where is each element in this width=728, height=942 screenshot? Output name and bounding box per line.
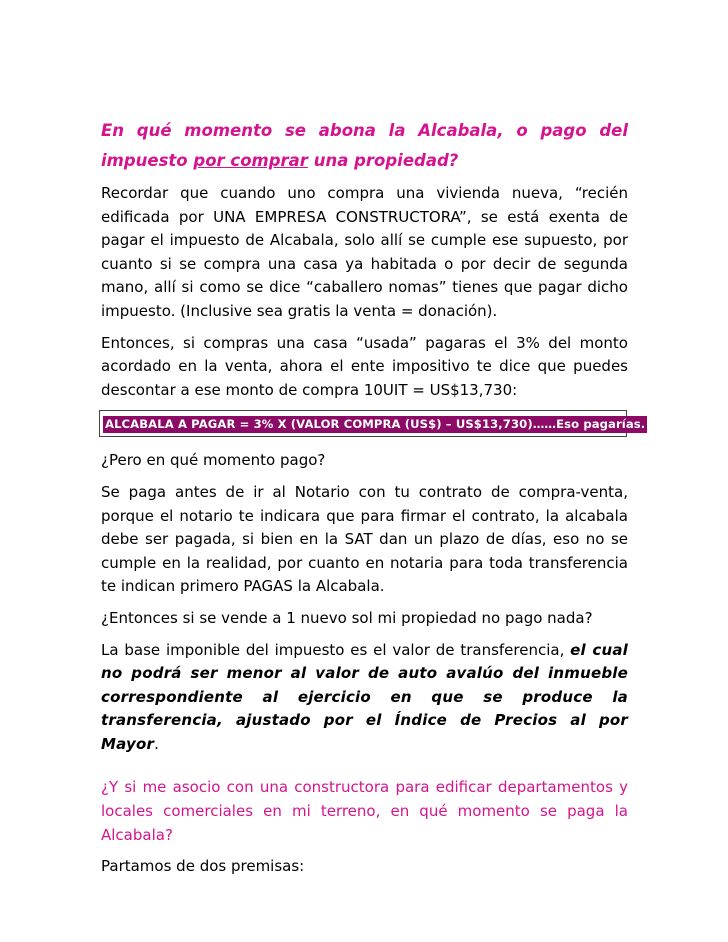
- question-when-pay: ¿Pero en qué momento pago?: [101, 451, 326, 470]
- paragraph-exemption: Recordar que cuando uno compra una vivienda nueva, “recién edificada por UNA EMPRESA CONSTRUCTORA”, se está exenta de pagar el impuesto de Alcabala, solo allí se cumple ese supuesto, por cuanto si se compra una casa ya habitada o por decir de segunda mano, allí si como se dice “caballero nomas” tienes que pagar dicho impuesto. (Inclusive sea gratis la venta = donación).: [101, 184, 628, 320]
- paragraph-tax-base: [101, 639, 628, 757]
- heading-text-2: una propiedad?: [307, 151, 459, 170]
- tax-base-normal: La base imponible del impuesto es el valor de transferencia,: [101, 640, 571, 659]
- formula-frame: [99, 410, 646, 437]
- paragraph-premises: Partamos de dos premisas:: [101, 857, 305, 876]
- formula-box: ALCABALA A PAGAR = 3% X (VALOR COMPRA (US$) – US$13,730)……Eso pagarías.: [105, 417, 646, 432]
- question-one-sol: ¿Entonces si se vende a 1 nuevo sol mi propiedad no pago nada?: [101, 608, 593, 627]
- tax-base-emphasis: el cual no podrá ser menor al valor de auto avalúo del inmueble correspondiente al ejercicio en que se produce la transferencia, ajustado por el Índice de Precios al por Mayor: [101, 640, 628, 753]
- section-heading: [101, 116, 628, 176]
- paragraph-notary: Se paga antes de ir al Notario con tu contrato de compra-venta, porque el notario te indicara que para firmar el contrato, la alcabala debe ser pagada, si bien en la SAT dan un plazo de días, eso no se cumple en la realidad, por cuanto en notaria para toda transferencia te indican primero PAGAS la Alcabala.: [101, 482, 628, 596]
- heading-text-1: En qué momento se abona la Alcabala, o pago del impuesto: [101, 121, 628, 170]
- document-body: [101, 116, 646, 887]
- heading-underlined-text: por comprar: [193, 151, 308, 170]
- question-constructor: ¿Y si me asocio con una constructora para edificar departamentos y locales comerciales en mi terreno, en qué momento se paga la Alcabala?: [101, 778, 628, 844]
- paragraph-used-house: Entonces, si compras una casa “usada” pagaras el 3% del monto acordado en la venta, ahora el ente impositivo te dice que puedes descontar a ese monto de compra 10UIT = US$13,730:: [101, 333, 628, 399]
- tax-base-end: .: [154, 734, 159, 753]
